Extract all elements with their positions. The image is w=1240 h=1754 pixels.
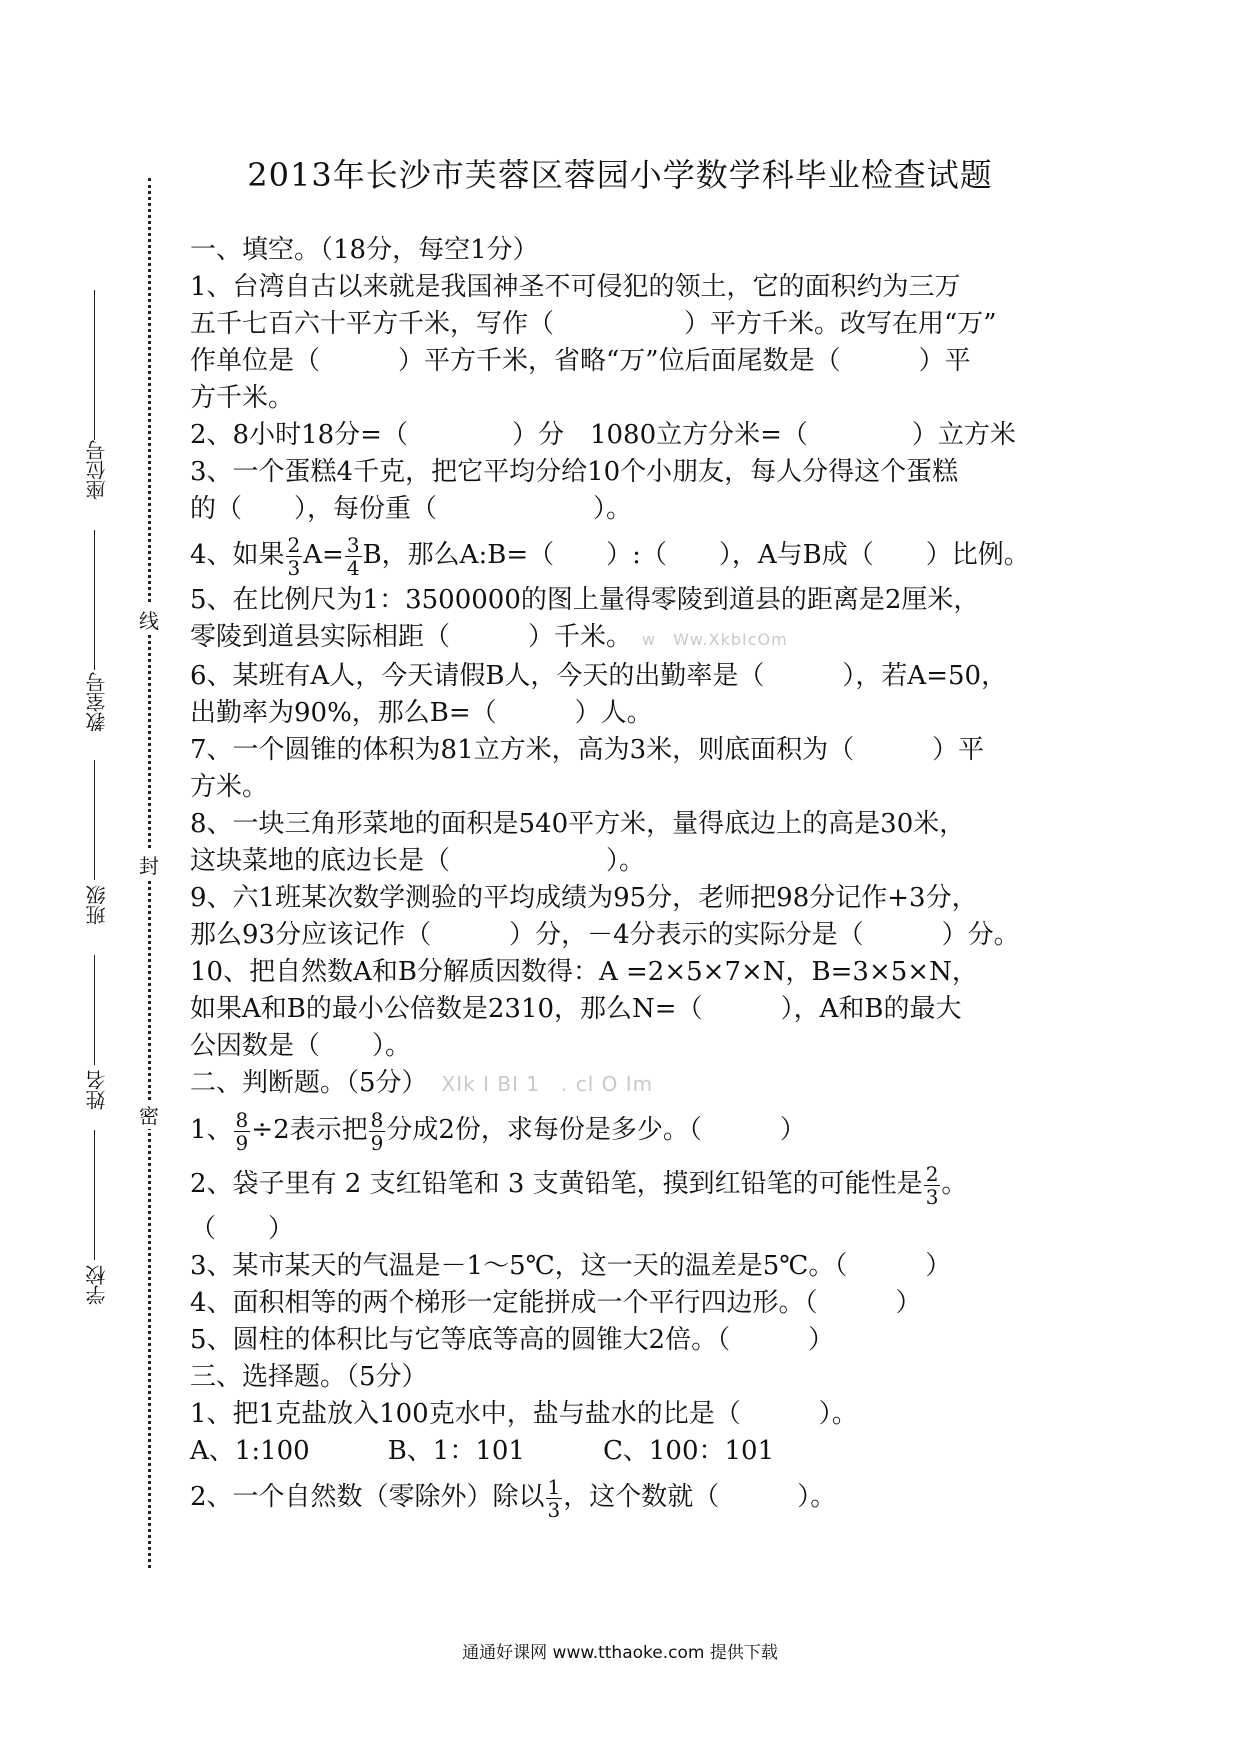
q4-fraction-2-den: 4 <box>346 555 360 580</box>
section-3-heading: 三、选择题。（5分） <box>190 1362 428 1392</box>
choice-q2-fraction-den: 3 <box>547 1497 561 1522</box>
class-rule <box>94 760 95 880</box>
judge-q1-fraction-2-num: 8 <box>370 1107 384 1132</box>
q10-line-3: 公因数是（ ）。 <box>190 1031 412 1061</box>
q10-line-2: 如果A和B的最小公倍数是2310，那么N=（ ），A和B的最大 <box>190 994 962 1024</box>
q1-line-1: 1、台湾自古以来就是我国神圣不可侵犯的领土，它的面积约为三万 <box>190 272 961 302</box>
q4-fraction-1 <box>286 534 303 579</box>
school-label: 学校 <box>85 1265 109 1305</box>
judge-q1-text-b: ÷2表示把 <box>251 1115 368 1145</box>
judge-q1-fraction-1 <box>234 1109 251 1154</box>
seat-number-rule <box>94 290 95 440</box>
classroom-number-field <box>60 530 120 740</box>
classroom-number-rule <box>94 530 95 670</box>
name-field <box>60 955 120 1135</box>
binding-char-mi: 密 <box>138 1100 160 1129</box>
watermark-text-1: w Ww.XkbIcOm <box>642 630 788 649</box>
section-1-heading: 一、填空。（18分，每空1分） <box>190 235 539 265</box>
q7-line-2: 方米。 <box>190 772 269 802</box>
judge-q2-text-a: 2、袋子里有 2 支红铅笔和 3 支黄铅笔，摸到红铅笔的可能性是 <box>190 1169 923 1199</box>
q7-line-1: 7、一个圆锥的体积为81立方米，高为3米，则底面积为（ ）平 <box>190 735 985 765</box>
q2-line: 2、8小时18分=（ ）分 1080立方分米=（ ）立方米 <box>190 420 1016 450</box>
class-label: 班级 <box>85 885 109 925</box>
q4-line <box>190 528 1070 582</box>
name-rule <box>94 955 95 1065</box>
q4-fraction-2 <box>345 534 362 579</box>
class-field <box>60 760 120 940</box>
judge-q2-fraction-num: 2 <box>925 1161 939 1186</box>
judge-q3-line: 3、某市某天的气温是－1～5℃，这一天的温差是5℃。（ ） <box>190 1251 952 1281</box>
q8-line-2: 这块菜地的底边长是（ ）。 <box>190 846 646 876</box>
judge-q1-fraction-2-den: 9 <box>370 1130 384 1155</box>
q8-line-1: 8、一块三角形菜地的面积是540平方米，量得底边上的高是30米， <box>190 809 966 839</box>
q6-line-2: 出勤率为90%，那么B=（ ）人。 <box>190 698 653 728</box>
q5-line-2-text: 零陵到道县实际相距（ ）千米。 <box>190 622 633 652</box>
section-2-heading <box>190 1065 1070 1103</box>
judge-q2-text-b: 。 <box>941 1169 968 1199</box>
binding-char-xian: 线 <box>138 605 160 634</box>
footer-download-note: 通通好课网 www.tthaoke.com 提供下载 <box>462 1643 778 1663</box>
choice-q2-text-a: 2、一个自然数（零除外）除以 <box>190 1482 545 1512</box>
exam-content <box>190 232 1070 1524</box>
q3-line-1: 3、一个蛋糕4千克，把它平均分给10个小朋友，每人分得这个蛋糕 <box>190 457 959 487</box>
judge-q2-line-2: （ ） <box>190 1214 295 1244</box>
q1-line-2: 五千七百六十平方千米，写作（ ）平方千米。改写在用“万” <box>190 309 997 339</box>
choice-q2-fraction-num: 1 <box>547 1474 561 1499</box>
q4-fraction-1-den: 3 <box>287 555 301 580</box>
choice-q2-text-b: ，这个数就（ ）。 <box>563 1482 837 1512</box>
judge-q4-line: 4、面积相等的两个梯形一定能拼成一个平行四边形。（ ） <box>190 1288 922 1318</box>
q4-text-a: 4、如果 <box>190 540 285 570</box>
exam-title: 2013年长沙市芙蓉区蓉园小学数学科毕业检查试题 <box>247 156 993 194</box>
judge-q1-text-c: 分成2份，求每份是多少。（ ） <box>386 1115 806 1145</box>
q1-line-3: 作单位是（ ）平方千米，省略“万”位后面尾数是（ ）平 <box>190 346 971 376</box>
judge-q5-line: 5、圆柱的体积比与它等底等高的圆锥大2倍。（ ） <box>190 1325 835 1355</box>
choice-q2-line <box>190 1470 1070 1524</box>
q4-fraction-2-num: 3 <box>346 532 360 557</box>
q5-line-2 <box>190 619 1070 658</box>
q10-line-1: 10、把自然数A和B分解质因数得：A =2×5×7×N，B=3×5×N， <box>190 957 978 987</box>
watermark-text-2: XIk I BI 1 . cl O Im <box>441 1072 654 1096</box>
q5-line-1: 5、在比例尺为1：3500000的图上量得零陵到道县的距离是2厘米， <box>190 585 980 615</box>
judge-q1-fraction-1-den: 9 <box>235 1130 249 1155</box>
judge-q1-line <box>190 1103 1070 1157</box>
choice-q1-line: 1、把1克盐放入100克水中，盐与盐水的比是（ ）。 <box>190 1399 858 1429</box>
name-label: 姓名 <box>85 1070 109 1110</box>
seat-number-label: 座位号 <box>85 440 109 500</box>
judge-q2-fraction <box>924 1163 941 1208</box>
seat-number-field <box>60 290 120 500</box>
judge-q1-text-a: 1、 <box>190 1115 233 1145</box>
classroom-number-label: 教室号 <box>85 672 109 732</box>
q9-line-1: 9、六1班某次数学测验的平均成绩为95分，老师把98分记作+3分， <box>190 883 978 913</box>
q4-text-c: B，那么A:B=（ ）:（ ），A与B成（ ）比例。 <box>362 540 1030 570</box>
judge-q2-line-1 <box>190 1157 1070 1211</box>
binding-char-feng: 封 <box>138 850 160 879</box>
choice-q2-fraction <box>546 1476 563 1521</box>
judge-q1-fraction-1-num: 8 <box>235 1107 249 1132</box>
q4-fraction-1-num: 2 <box>287 532 301 557</box>
q3-line-2: 的（ ），每份重（ ）。 <box>190 494 633 524</box>
choice-q1-options: A、1:100 B、1：101 C、100：101 <box>190 1436 775 1466</box>
q4-text-b: A= <box>303 540 344 570</box>
q1-line-4: 方千米。 <box>190 383 295 413</box>
section-2-heading-text: 二、判断题。（5分） <box>190 1068 428 1098</box>
q9-line-2: 那么93分应该记作（ ）分，－4分表示的实际分是（ ）分。 <box>190 920 1020 950</box>
school-field <box>60 1130 120 1310</box>
q6-line-1: 6、某班有A人，今天请假B人，今天的出勤率是（ ），若A=50， <box>190 661 1008 691</box>
school-rule <box>94 1130 95 1260</box>
judge-q1-fraction-2 <box>369 1109 386 1154</box>
judge-q2-fraction-den: 3 <box>925 1184 939 1209</box>
